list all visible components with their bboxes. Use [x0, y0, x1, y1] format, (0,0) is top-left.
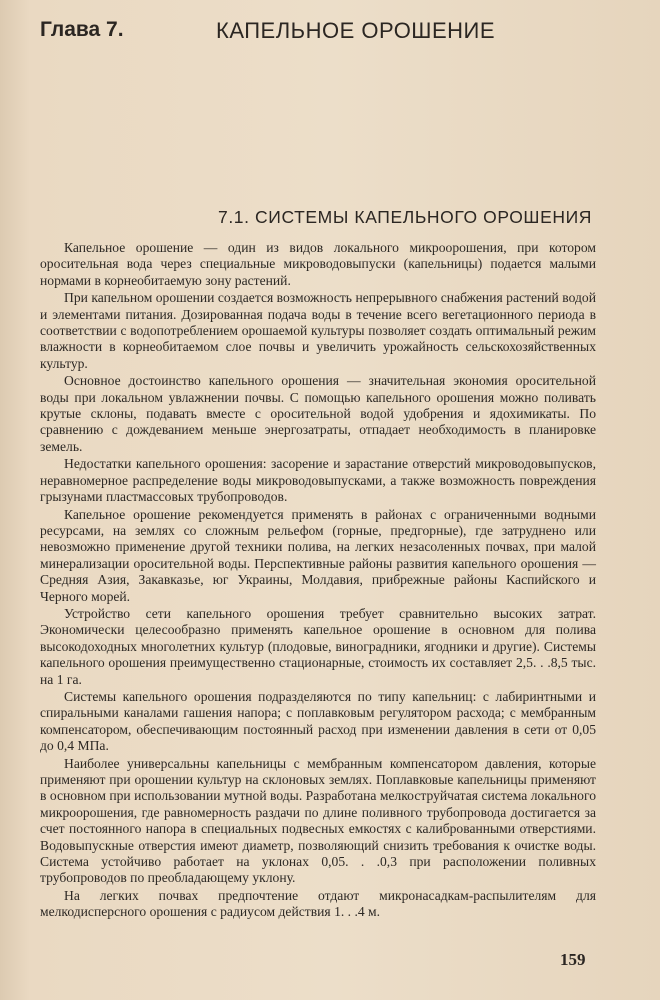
paragraph: Основное достоинство капельного орошения — значительная экономия оросительной воды при локальном увлажнении почвы. С помощью капельного орошения можно поливать крутые склоны, подавать вместе с оросительной водой удобрения и ядохимикаты. По сравнению с дождеванием меньше энергозатраты, отпадает необходимость в планировке земель. — [40, 373, 596, 454]
body-text — [40, 240, 596, 922]
paragraph: Капельное орошение — один из видов локального микроорошения, при котором оросительная вода через специальные микроводовыпуски (капельницы) подается малыми нормами в корнеобитаемую зону растений. — [40, 240, 596, 288]
paragraph: При капельном орошении создается возможность непрерывного снабжения растений водой и элементами питания. Дозированная подача воды в течение всего вегетационного периода в соответствии с водопотреблением орошаемой культуры позволяет создать оптимальный режим влажности в корнеобитаемом слое почвы и увеличить урожайность сельскохозяйственных культур. — [40, 290, 596, 371]
paragraph: Системы капельного орошения подразделяются по типу капельниц: с лабиринтными и спиральными каналами гашения напора; с поплавковым регулятором расхода; с мембранным компенсатором, обеспечивающим постоянный расход при изменении давления в сети от 0,05 до 0,4 МПа. — [40, 688, 596, 754]
chapter-title: КАПЕЛЬНОЕ ОРОШЕНИЕ — [216, 18, 496, 43]
section-title: 7.1. СИСТЕМЫ КАПЕЛЬНОГО ОРОШЕНИЯ — [218, 207, 593, 227]
paragraph: Устройство сети капельного орошения требует сравнительно высоких затрат. Экономически целесообразно применять капельное орошение в основном для полива высокодоходных многолетних культур (плодовые, виноградники, ягодники и другие). Системы капельного орошения преимущественно стационарные, стоимость их составляет 2,5. . .8,5 тыс. на 1 га. — [40, 605, 596, 687]
paragraph: Недостатки капельного орошения: засорение и зарастание отверстий микроводовыпусков, неравномерное распределение воды микроводовыпусками, а также возможность повреждения грызунами пластмассовых трубопроводов. — [40, 456, 596, 505]
chapter-header — [40, 14, 620, 48]
chapter-label: Глава 7. — [40, 18, 124, 41]
page-number: 159 — [560, 950, 586, 969]
paragraph: Наиболее универсальны капельницы с мембранным компенсатором давления, которые применяют при орошении культур на склоновых землях. Поплавковые капельницы применяют в основном при использовании мутной воды. Разработана мелкоструйчатая система локального микроорошения, где равномерность раздачи по длине поливного трубопровода достигается за счет постоянного напора в специальных подвесных емкостях с калиброванными отверстиями. Водовыпускные отверстия имеют диаметр, позволяющий снизить требования к очистке воды. Система устойчиво работает на уклонах 0,05. . .0,3 при расположении поливных трубопроводов по преобладающему уклону. — [40, 755, 596, 886]
paragraph: На легких почвах предпочтение отдают микронасадкам-распылителям для мелкодисперсного орошения с радиусом действия 1. . .4 м. — [40, 887, 596, 920]
paragraph: Капельное орошение рекомендуется применять в районах с ограниченными водными ресурсами, на землях со сложным рельефом (горные, предгорные), где затруднено или невозможно применение другой техники полива, на легких незасоленных почвах, при малой минерализации оросительной воды. Перспективные районы развития капельного орошения — Средняя Азия, Закавказье, юг Украины, Молдавия, прибрежные районы Каспийского и Черного морей. — [40, 506, 596, 604]
